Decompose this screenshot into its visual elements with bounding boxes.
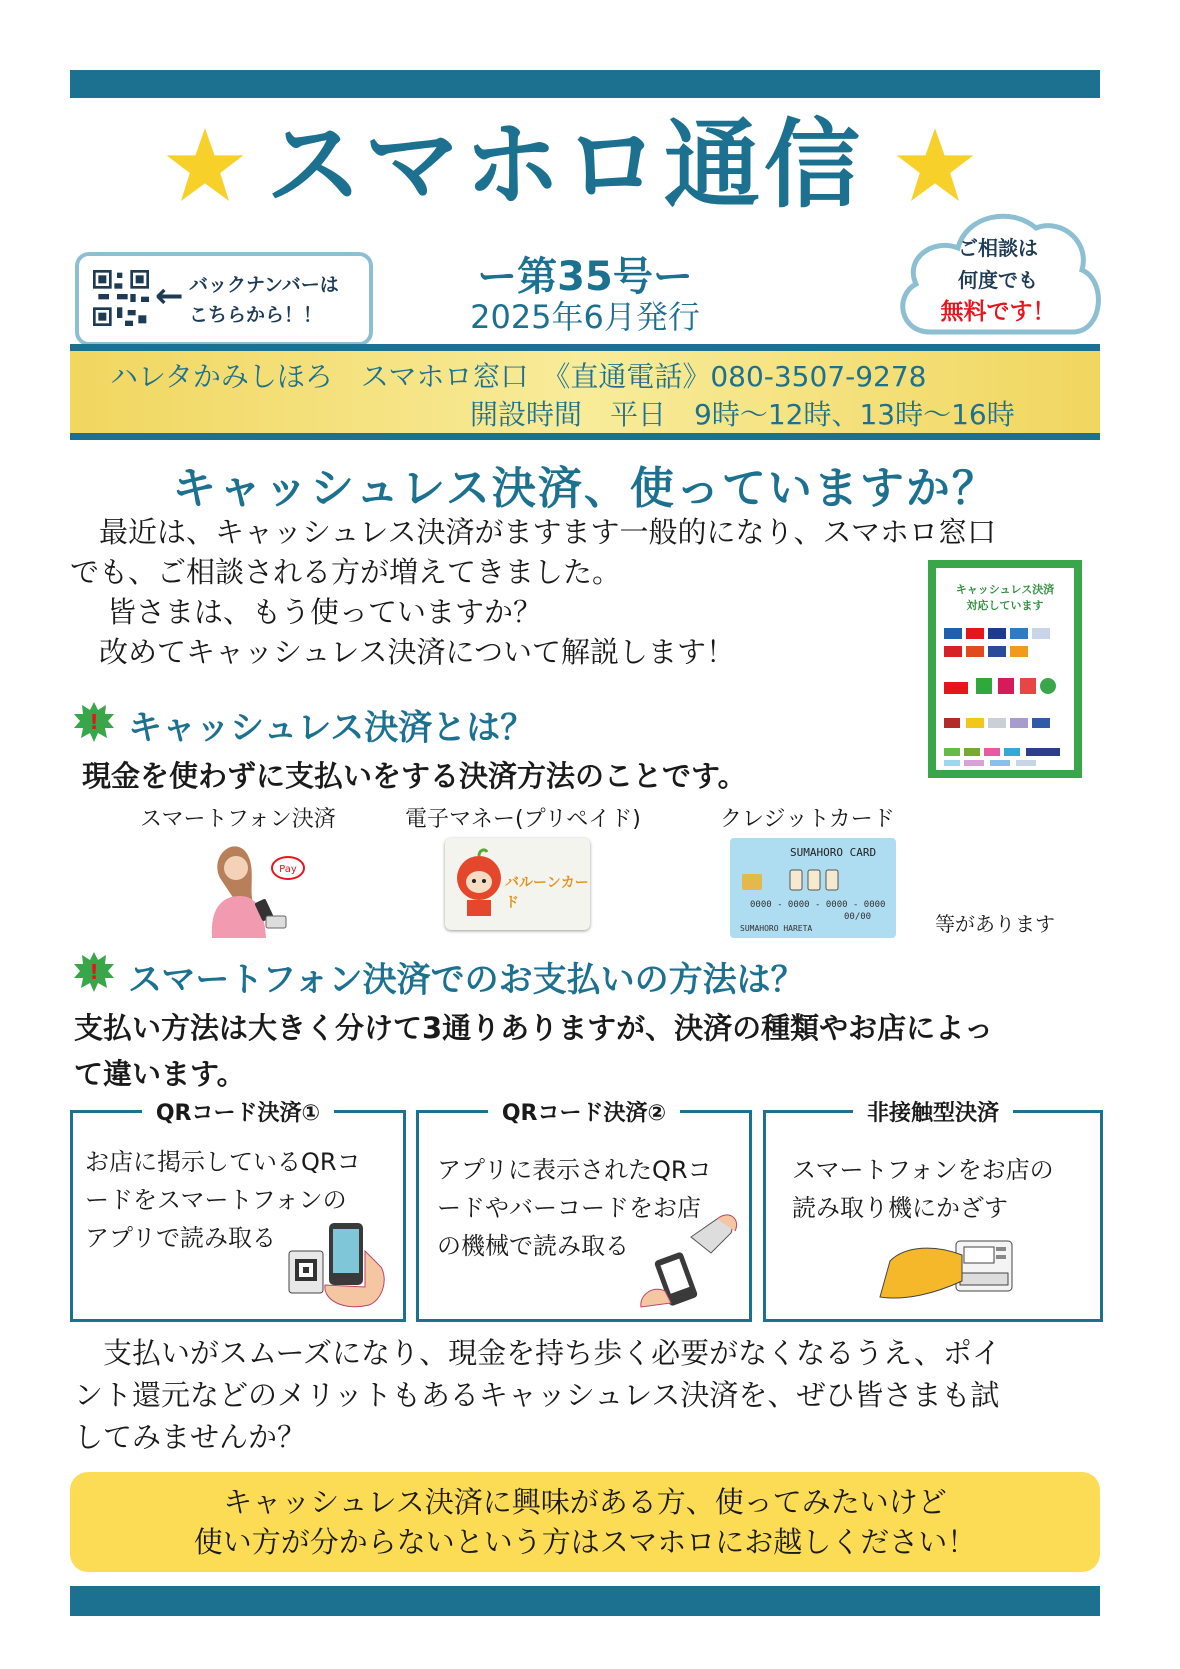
closing-text: 支払いがスムーズになり、現金を持ち歩く必要がなくなるうえ、ポイ (74, 1336, 1001, 1370)
method-box-text: の機械で読み取る (437, 1232, 629, 1260)
credit-card-name: SUMAHORO CARD (790, 846, 877, 859)
payment-type-label: スマートフォン決済 (140, 807, 336, 832)
intro-text: 最近は、キャッシュレス決済がますます一般的になり、スマホロ窓口 (70, 515, 996, 549)
method-box-text: スマートフォンをお店の (792, 1156, 1054, 1184)
payment-type-label: 電子マネー(プリペイド) (405, 807, 641, 832)
closing-text: ント還元などのメリットもあるキャッシュレス決済を、ぜひ皆さまも試 (74, 1378, 1000, 1412)
star-icon (165, 125, 245, 205)
issue-date: 2025年6月発行 (470, 298, 700, 336)
exclamation-burst-icon (72, 950, 116, 994)
contact-bar-bottom (70, 433, 1100, 440)
apple-mascot-icon (453, 848, 505, 922)
credit-card-holder: SUMAHORO HARETA (740, 924, 813, 933)
method-box-title: 非接触型決済 (853, 1101, 1013, 1126)
back-number-link[interactable] (75, 252, 373, 346)
prepaid-card-name: バルーンカード (505, 875, 589, 911)
method-box-contactless (763, 1101, 1103, 1322)
qr-code-icon (93, 270, 149, 326)
intro-text: でも、ご相談される方が増えてきました。 (70, 555, 622, 589)
section2-heading: スマートフォン決済でのお支払いの方法は？ (128, 960, 805, 1000)
opening-hours: 開設時間 平日 9時～12時、13時～16時 (470, 398, 1015, 431)
svg-text:!: ! (89, 960, 99, 984)
contact-band (70, 351, 1100, 433)
pay-badge: Pay (279, 864, 297, 875)
section2-lead: て違います。 (74, 1057, 246, 1091)
contact-phone: ハレタかみしほろ スマホロ窓口 《直通電話》080-3507-9278 (110, 360, 927, 393)
top-bar (70, 70, 1100, 98)
closing-text: してみませんか？ (74, 1420, 307, 1454)
payment-logos (944, 620, 1066, 766)
callout-text: キャッシュレス決済に興味がある方、使ってみたいけど (223, 1485, 947, 1519)
method-box-text: ードやバーコードをお店 (437, 1194, 701, 1222)
back-number-label: バックナンバーは (189, 274, 339, 296)
credit-card (730, 838, 896, 938)
star-icon (895, 125, 975, 205)
method-box-title: QRコード決済② (488, 1101, 680, 1126)
payment-type-label: クレジットカード (720, 807, 895, 832)
card-chip-icon (742, 874, 762, 890)
method-box-qr1 (70, 1101, 406, 1322)
cashless-poster (928, 560, 1082, 778)
method-box-title: QRコード決済① (142, 1101, 334, 1126)
consult-text: 何度でも (958, 268, 1038, 292)
smartphone-payment-illustration (200, 838, 310, 940)
intro-text: 改めてキャッシュレス決済について解説します！ (70, 635, 735, 669)
method-box-text: アプリに表示されたQRコ (437, 1156, 712, 1184)
etc-label: 等があります (935, 912, 1055, 936)
method-box-qr2 (416, 1101, 752, 1322)
consult-free: 無料です！ (940, 299, 1056, 325)
method-box-text: アプリで読み取る (85, 1224, 277, 1252)
qr-scan-phone-illustration (285, 1211, 395, 1311)
consult-text: ご相談は (958, 236, 1038, 260)
bottom-bar (70, 1586, 1100, 1616)
scanner-phone-illustration (631, 1207, 743, 1313)
callout-box (70, 1472, 1100, 1572)
poster-title: 対応しています (966, 599, 1044, 612)
section1-heading: キャッシュレス決済とは？ (128, 708, 535, 748)
issue-number: ー第35号ー (477, 254, 693, 300)
method-box-text: お店に掲示しているQRコ (85, 1148, 361, 1176)
callout-text: 使い方が分からないという方はスマホロにお越しください！ (193, 1525, 977, 1559)
article-title: キャッシュレス決済、使っていますか？ (172, 463, 998, 514)
section2-lead: 支払い方法は大きく分けて3通りありますが、決済の種類やお店によっ (74, 1011, 994, 1045)
contactless-reader-illustration (876, 1221, 1016, 1307)
section1-lead: 現金を使わずに支払いをする決済方法のことです。 (82, 759, 747, 793)
method-box-text: ードをスマートフォンの (85, 1186, 347, 1214)
intro-text: 皆さまは、もう使っていますか？ (78, 595, 543, 629)
contact-bar-top (70, 344, 1100, 351)
newsletter-title: スマホロ通信 (265, 109, 865, 221)
method-box-text: 読み取り機にかざす (792, 1194, 1008, 1222)
arrow-left-icon: ← (155, 276, 184, 316)
card-mascots-icon (788, 868, 844, 894)
exclamation-burst-icon (72, 700, 116, 744)
svg-text:!: ! (89, 710, 99, 734)
prepaid-card (445, 838, 590, 930)
poster-title: キャッシュレス決済 (955, 583, 1055, 596)
credit-card-number: 0000 - 0000 - 0000 - 0000 (750, 900, 886, 910)
credit-card-expiry: 00/00 (844, 912, 872, 922)
back-number-label: こちらから！！ (189, 304, 323, 326)
